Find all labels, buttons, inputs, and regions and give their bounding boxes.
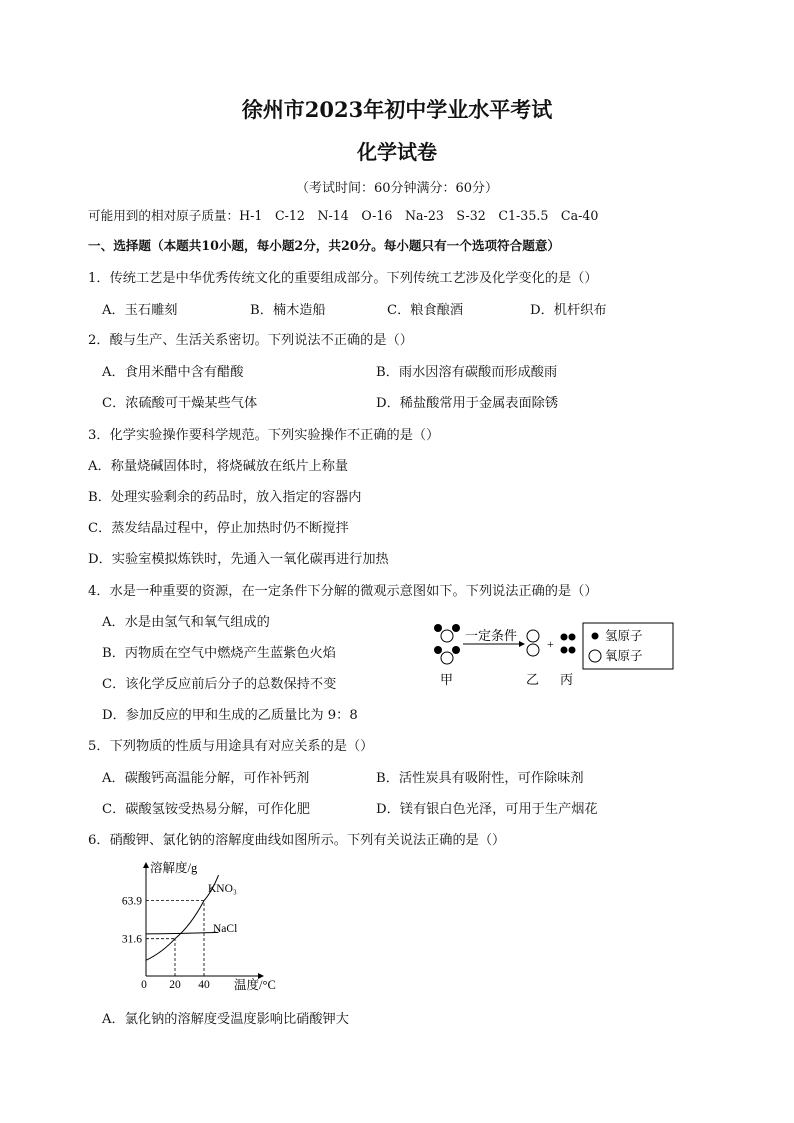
question-4-stem: 4．水是一种重要的资源，在一定条件下分解的微观示意图如下。下列说法正确的是（） <box>88 584 598 599</box>
paper-subtitle: 化学试卷 <box>357 140 437 164</box>
question-5-option-c: C．碳酸氢铵受热易分解，可作化肥 <box>102 802 310 817</box>
y-axis-arrow-icon <box>143 862 149 868</box>
question-3-option-b: B．处理实验剩余的药品时，放入指定的容器内 <box>88 490 362 505</box>
question-5-option-a: A．碳酸钙高温能分解，可作补钙剂 <box>102 771 310 786</box>
water-molecule-icon <box>434 646 460 664</box>
exam-title: 徐州市2023年初中学业水平考试 <box>241 97 553 122</box>
solubility-chart <box>108 858 288 996</box>
exam-info: （考试时间：60分钟满分：60分） <box>295 181 499 196</box>
product-2-label: 丙 <box>560 672 574 687</box>
question-2-option-b: B．雨水因溶有碳酸而形成酸雨 <box>376 365 558 380</box>
oxygen-atom-icon <box>589 650 601 662</box>
legend-oxygen: 氧原子 <box>605 649 643 663</box>
question-3-option-c: C．蒸发结晶过程中，停止加热时仍不断搅拌 <box>88 521 349 536</box>
x-axis-label: 温度/°C <box>234 978 276 992</box>
question-6-option-a: A．氯化钠的溶解度受温度影响比硝酸钾大 <box>102 1012 349 1027</box>
y-axis-label: 溶解度/g <box>150 861 198 875</box>
plus-sign: + <box>547 637 554 651</box>
question-5-option-b: B．活性炭具有吸附性，可作除味剂 <box>376 771 584 786</box>
question-4-option-a: A．水是由氢气和氧气组成的 <box>102 615 270 630</box>
water-decomposition-diagram <box>425 614 675 692</box>
arrow-icon <box>519 641 525 647</box>
hydrogen-molecule-icon <box>561 634 576 654</box>
reaction-condition: 一定条件 <box>465 628 518 643</box>
question-4-option-b: B．丙物质在空气中燃烧产生蓝紫色火焰 <box>102 646 336 661</box>
question-3-stem: 3．化学实验操作要科学规范。下列实验操作不正确的是（） <box>88 428 440 443</box>
nacl-series-label: NaCl <box>213 923 238 935</box>
question-1-option-a: A．玉石雕刻 <box>102 303 178 318</box>
question-3-option-d: D．实验室模拟炼铁时，先通入一氧化碳再进行加热 <box>88 552 389 567</box>
question-1-option-b: B．楠木造船 <box>250 303 326 318</box>
question-1-stem: 1．传统工艺是中华优秀传统文化的重要组成部分。下列传统工艺涉及化学变化的是（） <box>88 271 598 286</box>
question-4-option-c: C．该化学反应前后分子的总数保持不变 <box>102 677 337 692</box>
question-1-option-d: D．机杆织布 <box>530 303 607 318</box>
question-3-option-a: A．称量烧碱固体时，将烧碱放在纸片上称量 <box>88 459 349 474</box>
water-molecule-icon <box>434 624 460 642</box>
product-1-label: 乙 <box>526 672 540 687</box>
question-6-stem: 6．硝酸钾、氯化钠的溶解度曲线如图所示。下列有关说法正确的是（） <box>88 833 506 848</box>
question-4-option-d: D．参加反应的甲和生成的乙质量比为 9：8 <box>102 708 358 723</box>
hydrogen-atom-icon <box>592 633 599 640</box>
question-2-option-d: D．稀盐酸常用于金属表面除锈 <box>376 396 559 411</box>
oxygen-molecule-icon <box>527 630 539 656</box>
question-5-option-d: D．镁有银白色光泽，可用于生产烟花 <box>376 802 598 817</box>
section-heading: 一、选择题（本题共10小题，每小题2分，共20分。每小题只有一个选项符合题意） <box>88 238 561 253</box>
x-tick-label: 20 <box>169 979 181 991</box>
reactant-label: 甲 <box>440 672 454 687</box>
y-tick-label: 63.9 <box>121 895 142 908</box>
question-1-option-c: C．粮食酿酒 <box>387 303 464 318</box>
y-tick-label: 31.6 <box>121 933 142 946</box>
question-2-stem: 2．酸与生产、生活关系密切。下列说法不正确的是（） <box>88 333 413 348</box>
x-tick-label: 40 <box>198 979 210 991</box>
x-tick-label: 0 <box>141 979 147 991</box>
atomic-masses: 可能用到的相对原子质量：H-1 C-12 N-14 O-16 Na-23 S-32 C1-35.5 Ca-40 <box>88 208 599 223</box>
question-5-stem: 5．下列物质的性质与用途具有对应关系的是（） <box>88 739 374 754</box>
question-2-option-c: C．浓硫酸可干燥某些气体 <box>102 396 258 411</box>
question-2-option-a: A．食用米醋中含有醋酸 <box>102 365 244 380</box>
kno3-series-label: KNO₃ <box>208 883 237 895</box>
legend-hydrogen: 氢原子 <box>605 629 643 643</box>
